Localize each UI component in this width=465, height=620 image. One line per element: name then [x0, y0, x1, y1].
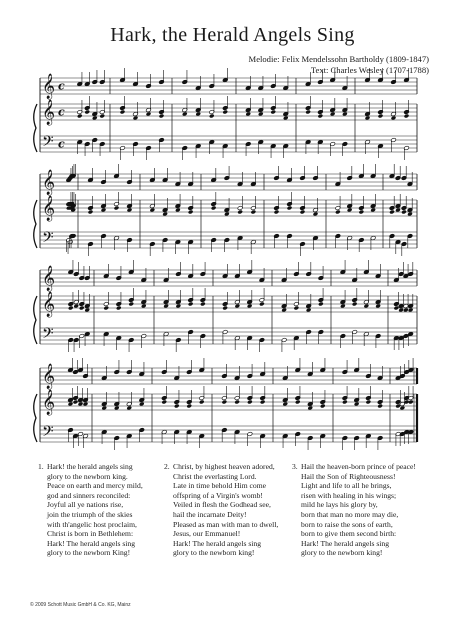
verse-line: glory to the newborn King!: [47, 548, 131, 558]
treble-note: [365, 116, 371, 121]
verse-number: 2.: [164, 462, 170, 471]
treble-note: [222, 400, 228, 405]
verse-line: join the triumph of the skies: [47, 509, 133, 519]
verse-line: Christ is born in Bethlehem:: [47, 529, 134, 539]
treble-note: [188, 302, 194, 307]
treble-note: [377, 404, 383, 409]
treble-note: [126, 406, 132, 411]
treble-clef-icon: 𝄞: [42, 266, 56, 291]
treble-clef-icon: 𝄞: [42, 74, 56, 99]
brace-icon: [34, 200, 37, 248]
treble-note: [260, 400, 266, 405]
treble-note: [150, 208, 156, 213]
treble-note: [188, 210, 194, 215]
treble-note: [305, 110, 311, 115]
treble-note: [161, 400, 167, 405]
treble-note: [281, 308, 287, 313]
treble-note: [200, 302, 206, 307]
verse-line: Veiled in flesh the Godhead see,: [173, 500, 271, 510]
treble-note: [159, 114, 165, 119]
treble-note: [195, 112, 201, 117]
treble-note: [307, 406, 313, 411]
treble-note: [391, 116, 397, 121]
verse-line: Hark! The herald angels sing: [301, 538, 390, 548]
treble-note: [306, 308, 312, 313]
treble-note: [364, 304, 370, 309]
treble-note: [83, 402, 89, 407]
treble-note: [318, 114, 324, 119]
page-title: Hark, the Herald Angels Sing: [110, 24, 355, 46]
verse-line: Pleased as man with man to dwell,: [173, 519, 279, 529]
treble-note: [330, 112, 336, 117]
verse-line: hail the incarnate Deity!: [173, 509, 247, 519]
text-credit: Text: Charles Wesley (1707-1788): [310, 65, 429, 75]
treble-clef-icon: 𝄞: [42, 292, 56, 317]
treble-note: [186, 404, 192, 409]
treble-note: [88, 210, 94, 215]
treble-note: [73, 400, 79, 405]
treble-note: [320, 404, 326, 409]
treble-note: [77, 114, 83, 119]
treble-note: [318, 302, 324, 307]
verse-line: born to give them second birth:: [301, 529, 397, 539]
treble-note: [84, 308, 90, 313]
treble-clef-icon: 𝄞: [42, 390, 56, 415]
treble-note: [404, 114, 410, 119]
treble-note: [237, 210, 243, 215]
treble-note: [408, 308, 414, 313]
verse-line: glory to the newborn king!: [301, 548, 383, 558]
treble-note: [313, 212, 319, 217]
treble-note: [407, 212, 413, 217]
verse-line: Hail the Son of Righteousness!: [301, 471, 396, 481]
treble-note: [340, 304, 346, 309]
treble-note: [234, 400, 240, 405]
verse-line: Late in time behold Him come: [173, 481, 266, 491]
treble-note: [133, 116, 139, 121]
time-signature: c: [58, 79, 65, 93]
treble-note: [247, 304, 253, 309]
treble-note: [394, 306, 400, 311]
treble-note: [73, 304, 79, 309]
treble-note: [235, 304, 241, 309]
treble-note: [251, 210, 257, 215]
bass-clef-icon: 𝄢: [42, 423, 54, 444]
treble-note: [127, 208, 133, 213]
verse-line: Peace on earth and mercy mild,: [47, 481, 143, 491]
treble-note: [282, 402, 288, 407]
treble-note: [366, 400, 372, 405]
treble-note: [342, 400, 348, 405]
treble-note: [222, 306, 228, 311]
treble-note: [274, 210, 280, 215]
verse-line: risen with healing in his wings;: [301, 490, 397, 500]
verse-line: god and sinners reconciled:: [47, 490, 131, 500]
treble-note: [403, 308, 409, 313]
treble-note: [258, 112, 264, 117]
treble-note: [146, 112, 152, 117]
melody-credit: Melodie: Felix Mendelssohn Bartholdy (1809-1847): [248, 54, 429, 64]
treble-note: [395, 208, 401, 213]
verse-line: Light and life to all he brings,: [301, 481, 392, 491]
treble-note: [335, 210, 341, 215]
verse-line: Hark! the herald angels sing: [47, 462, 133, 471]
treble-note: [389, 210, 395, 215]
treble-note: [68, 402, 74, 407]
treble-note: [78, 402, 84, 407]
bass-clef-icon: 𝄢: [42, 325, 54, 346]
treble-note: [375, 304, 381, 309]
treble-note: [378, 114, 384, 119]
treble-clef-icon: 𝄞: [42, 196, 56, 221]
treble-note: [247, 400, 253, 405]
verse-line: offspring of a Virgin's womb!: [173, 490, 263, 500]
treble-note: [352, 302, 358, 307]
brace-icon: [34, 296, 37, 344]
treble-note: [162, 212, 168, 217]
treble-note: [175, 208, 181, 213]
treble-note: [79, 306, 85, 311]
treble-note: [245, 112, 251, 117]
verse-line: Hark! The herald angels sing: [47, 538, 136, 548]
treble-note: [398, 308, 404, 313]
brace-icon: [34, 104, 37, 152]
treble-clef-icon: 𝄞: [42, 100, 56, 125]
treble-note: [287, 206, 293, 211]
verse-number: 3.: [292, 462, 298, 471]
verse-line: Christ, by highest heaven adored,: [173, 462, 275, 471]
treble-note: [182, 112, 188, 117]
treble-note: [92, 116, 98, 121]
treble-note: [209, 114, 215, 119]
treble-note: [342, 112, 348, 117]
brace-icon: [34, 394, 37, 442]
treble-note: [300, 210, 306, 215]
treble-note: [400, 406, 406, 411]
verse-line: born that man no more may die,: [301, 509, 399, 519]
treble-note: [141, 304, 147, 309]
treble-note: [101, 406, 107, 411]
bass-clef-icon: 𝄢: [42, 133, 54, 154]
treble-note: [259, 302, 265, 307]
verse-line: born to raise the sons of earth,: [301, 519, 393, 529]
treble-note: [128, 302, 134, 307]
treble-clef-icon: 𝄞: [42, 364, 56, 389]
bass-clef-icon: 𝄢: [42, 229, 54, 250]
verse-line: Joyful all ye nations rise,: [47, 500, 124, 510]
treble-clef-icon: 𝄞: [42, 170, 56, 195]
treble-note: [120, 110, 126, 115]
treble-note: [68, 306, 74, 311]
treble-note: [103, 306, 109, 311]
treble-note: [99, 114, 105, 119]
treble-note: [199, 400, 205, 405]
verse-line: Jesus, our Emmanuel!: [173, 529, 241, 539]
verse-line: glory to the newborn king.: [47, 471, 128, 481]
treble-note: [354, 402, 360, 407]
verse-line: Christ the everlasting Lord.: [173, 471, 257, 481]
copyright-footer: © 2009 Schott Music GmbH & Co. KG, Mainz: [30, 602, 131, 608]
treble-note: [401, 210, 407, 215]
treble-note: [224, 212, 230, 217]
treble-note: [295, 400, 301, 405]
verse-line: glory to the newborn king!: [173, 548, 255, 558]
time-signature: c: [58, 137, 65, 151]
verse-line: mild he lays his glory by,: [301, 500, 378, 510]
treble-note: [174, 404, 180, 409]
treble-note: [114, 206, 120, 211]
treble-note: [283, 116, 289, 121]
time-signature: c: [58, 105, 65, 119]
treble-note: [359, 210, 365, 215]
treble-note: [114, 406, 120, 411]
verse-line: Hail the heaven-born prince of peace!: [301, 462, 416, 471]
treble-note: [176, 304, 182, 309]
treble-note: [101, 208, 107, 213]
treble-note: [116, 306, 122, 311]
treble-note: [294, 306, 300, 311]
treble-note: [84, 110, 90, 115]
verse-line: with th'angelic host proclaim,: [47, 519, 137, 529]
treble-note: [222, 110, 228, 115]
treble-note: [408, 400, 414, 405]
treble-note: [139, 402, 145, 407]
treble-note: [370, 208, 376, 213]
verse-line: Hark! The herald angels sing: [173, 538, 262, 548]
treble-note: [211, 206, 217, 211]
treble-note: [270, 110, 276, 115]
treble-note: [163, 304, 169, 309]
treble-note: [347, 208, 353, 213]
verse-number: 1.: [38, 462, 44, 471]
